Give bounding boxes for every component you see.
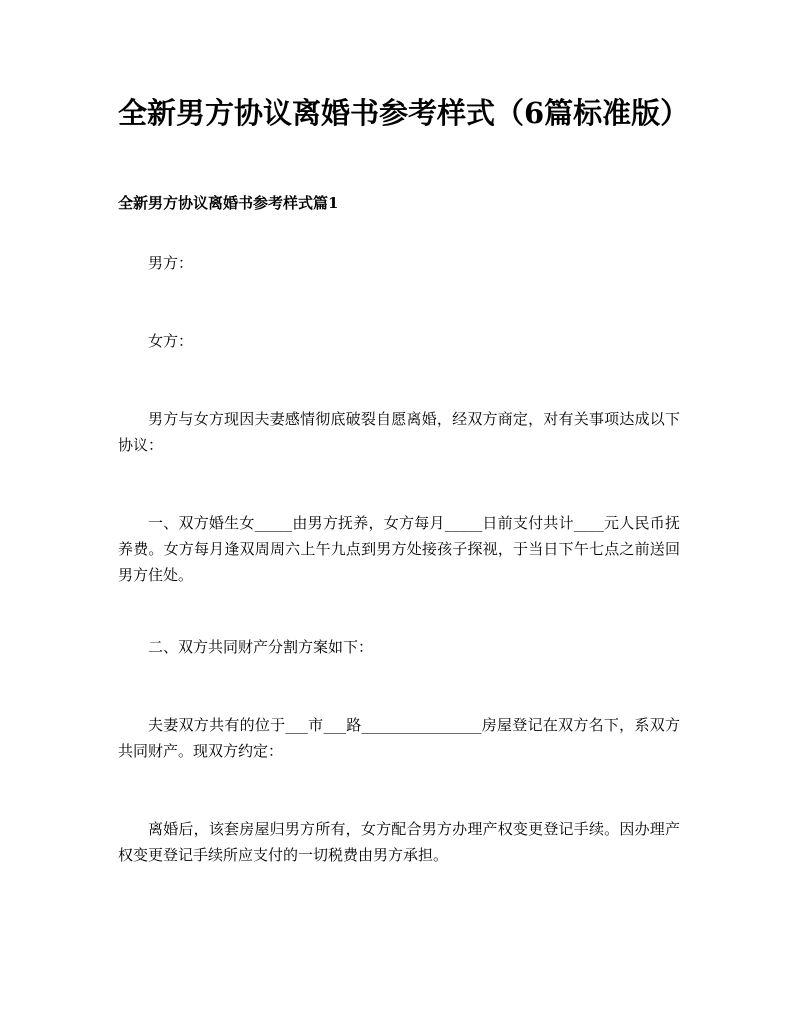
paragraph-property-location: 夫妻双方共有的位于___市___路________________房屋登记在双方名下，系双方共同财产。现双方约定： [118, 716, 680, 760]
paragraph-property-heading: 二、双方共同财产分割方案如下： [148, 638, 374, 656]
document-title: 全新男方协议离婚书参考样式（6篇标准版） [118, 96, 690, 130]
section-title: 全新男方协议离婚书参考样式篇1 [118, 194, 339, 212]
paragraph-intro: 男方与女方现因夫妻感情彻底破裂自愿离婚，经双方商定，对有关事项达成以下协议： [118, 410, 680, 454]
paragraph-husband: 男方： [148, 254, 194, 272]
paragraph-custody: 一、双方婚生女_____由男方抚养，女方每月_____日前支付共计____元人民币抚养费。女方每月逢双周周六上午九点到男方处接孩子探视，于当日下午七点之前送回男方住处。 [118, 514, 680, 584]
paragraph-property-agreement: 离婚后，该套房屋归男方所有，女方配合男方办理产权变更登记手续。因办理产权变更登记手续所应支付的一切税费由男方承担。 [118, 820, 680, 864]
paragraph-wife: 女方： [148, 332, 194, 350]
